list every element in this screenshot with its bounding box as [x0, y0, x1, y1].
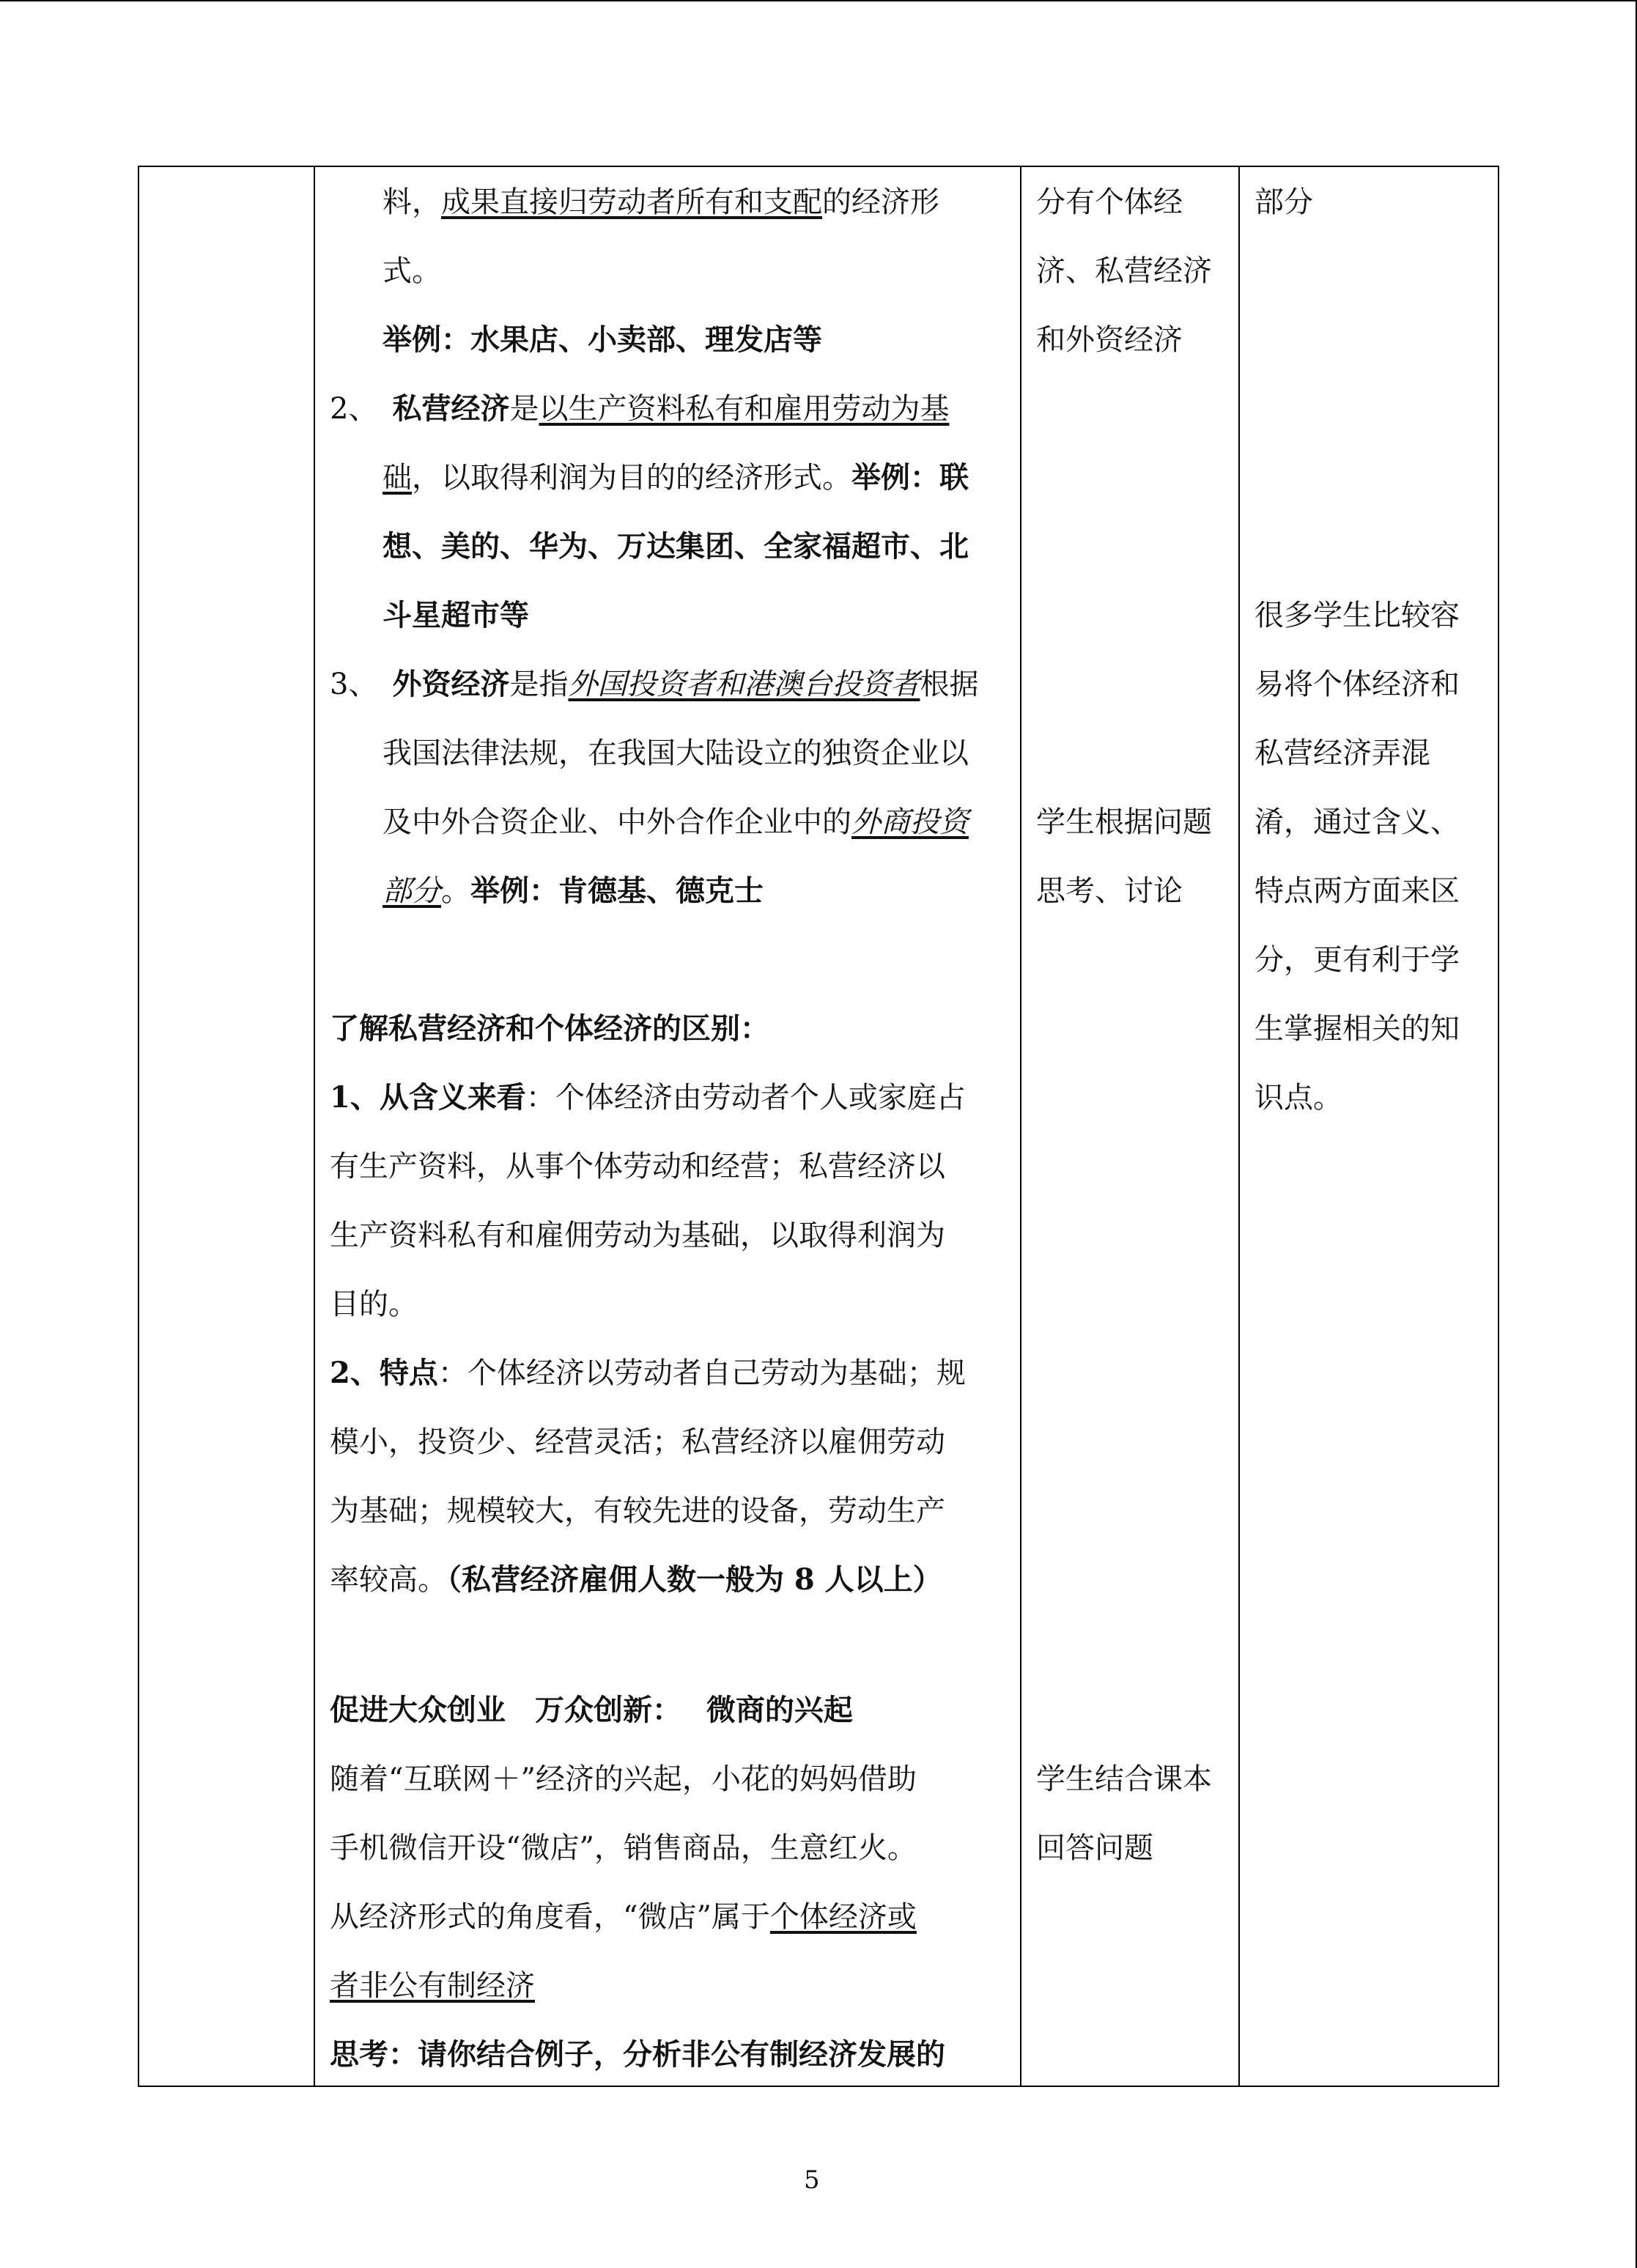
text-span: 是指 — [509, 668, 569, 701]
list-number: 3、 — [330, 668, 363, 701]
text-span: 根据 — [920, 668, 979, 701]
intent-line-9: 识点。 — [1254, 1081, 1342, 1115]
content-line-5 — [383, 460, 969, 495]
lesson-table — [138, 166, 1499, 2087]
content-line-21: 促进大众创业 万众创新： 微商的兴起 — [330, 1693, 853, 1727]
list-number: 2、 — [330, 392, 363, 426]
text-span: 率较高。 — [330, 1563, 447, 1597]
content-line-6: 想、美的、华为、万达集团、全家福超市、北 — [383, 529, 969, 564]
underlined-text: 个体经济或 — [769, 1900, 917, 1934]
column-divider-3 — [1238, 167, 1240, 2086]
content-line-4 — [330, 391, 949, 426]
content-line-22: 随着“互联网＋”经济的兴起，小花的妈妈借助 — [330, 1762, 917, 1796]
section-label: 1、从含义来看 — [330, 1080, 526, 1115]
content-line-24 — [330, 1899, 917, 1935]
section-label: 2、特点 — [330, 1356, 438, 1390]
content-line-23: 手机微信开设“微店”，销售商品，生意红火。 — [330, 1831, 917, 1865]
text-span: 是 — [509, 392, 539, 426]
student-line-2: 济、私营经济 — [1036, 254, 1212, 288]
text-span: ：个体经济由劳动者个人或家庭占 — [525, 1081, 966, 1115]
intent-line-1: 部分 — [1254, 185, 1313, 219]
column-divider-1 — [314, 167, 315, 2086]
underlined-text: 以生产资料私有和雇用劳动为基 — [539, 392, 950, 426]
content-line-25: 者非公有制经济 — [330, 1969, 535, 2003]
term-private-economy: 私营经济 — [392, 391, 510, 426]
student-line-1: 分有个体经 — [1036, 185, 1183, 219]
content-line-16: 目的。 — [330, 1288, 418, 1321]
content-line-26: 思考：请你结合例子，分析非公有制经济发展的 — [330, 2037, 945, 2072]
text-span: 。 — [441, 874, 470, 908]
student-line-4: 学生根据问题 — [1036, 805, 1212, 839]
intent-line-4: 私营经济弄混 — [1254, 736, 1430, 770]
content-line-20 — [330, 1562, 942, 1597]
text-span: 及中外合资企业、中外合作企业中的 — [383, 805, 851, 839]
content-line-19: 为基础；规模较大，有较先进的设备，劳动生产 — [330, 1494, 945, 1528]
example-label: 举例：肯德基、德克士 — [470, 873, 764, 908]
content-line-8 — [330, 667, 978, 702]
example-label: 举例：联 — [851, 460, 969, 495]
content-line-10 — [383, 805, 969, 840]
content-line-7: 斗星超市等 — [383, 598, 529, 632]
text-span: ，以取得利润为目的的经济形式。 — [412, 461, 851, 495]
underlined-italic-text: 部分 — [383, 874, 441, 908]
term-foreign-economy: 外资经济 — [392, 667, 510, 701]
page-number: 5 — [804, 2165, 820, 2195]
text-span: 的经济形 — [822, 185, 939, 219]
content-line-3: 举例：水果店、小卖部、理发店等 — [383, 322, 822, 357]
content-line-14: 有生产资料，从事个体劳动和经营；私营经济以 — [330, 1150, 945, 1183]
content-line-9: 我国法律法规，在我国大陆设立的独资企业以 — [383, 736, 969, 770]
underlined-text: 础 — [383, 461, 412, 495]
student-line-3: 和外资经济 — [1036, 323, 1183, 357]
content-line-1 — [383, 185, 939, 220]
content-line-17 — [330, 1356, 966, 1391]
intent-line-7: 分，更有利于学 — [1254, 943, 1460, 977]
content-line-18: 模小，投资少、经营灵活；私营经济以雇佣劳动 — [330, 1425, 945, 1459]
intent-line-8: 生掌握相关的知 — [1254, 1012, 1460, 1046]
intent-line-5: 淆，通过含义、 — [1254, 805, 1460, 839]
column-divider-2 — [1020, 167, 1021, 2086]
text-span: 料， — [383, 185, 441, 219]
text-span: ：个体经济以劳动者自己劳动为基础；规 — [437, 1356, 966, 1390]
underlined-italic-text: 外商投资 — [851, 805, 969, 839]
content-line-12: 了解私营经济和个体经济的区别： — [330, 1011, 769, 1046]
intent-line-6: 特点两方面来区 — [1254, 874, 1460, 908]
text-span: 从经济形式的角度看，“微店”属于 — [330, 1900, 770, 1934]
student-line-6: 学生结合课本 — [1036, 1762, 1212, 1796]
intent-line-3: 易将个体经济和 — [1254, 668, 1460, 701]
student-line-5: 思考、讨论 — [1036, 874, 1183, 908]
content-line-13 — [330, 1080, 966, 1115]
content-line-11 — [383, 873, 764, 909]
intent-line-2: 很多学生比较容 — [1254, 599, 1460, 632]
bold-note: （私营经济雇佣人数一般为 8 人以上） — [447, 1562, 942, 1597]
content-line-15: 生产资料私有和雇佣劳动为基础，以取得利润为 — [330, 1219, 945, 1252]
student-line-7: 回答问题 — [1036, 1831, 1153, 1865]
content-line-2: 式。 — [383, 254, 441, 288]
underlined-italic-text: 外国投资者和港澳台投资者 — [568, 668, 920, 701]
underlined-text: 成果直接归劳动者所有和支配 — [441, 185, 822, 219]
